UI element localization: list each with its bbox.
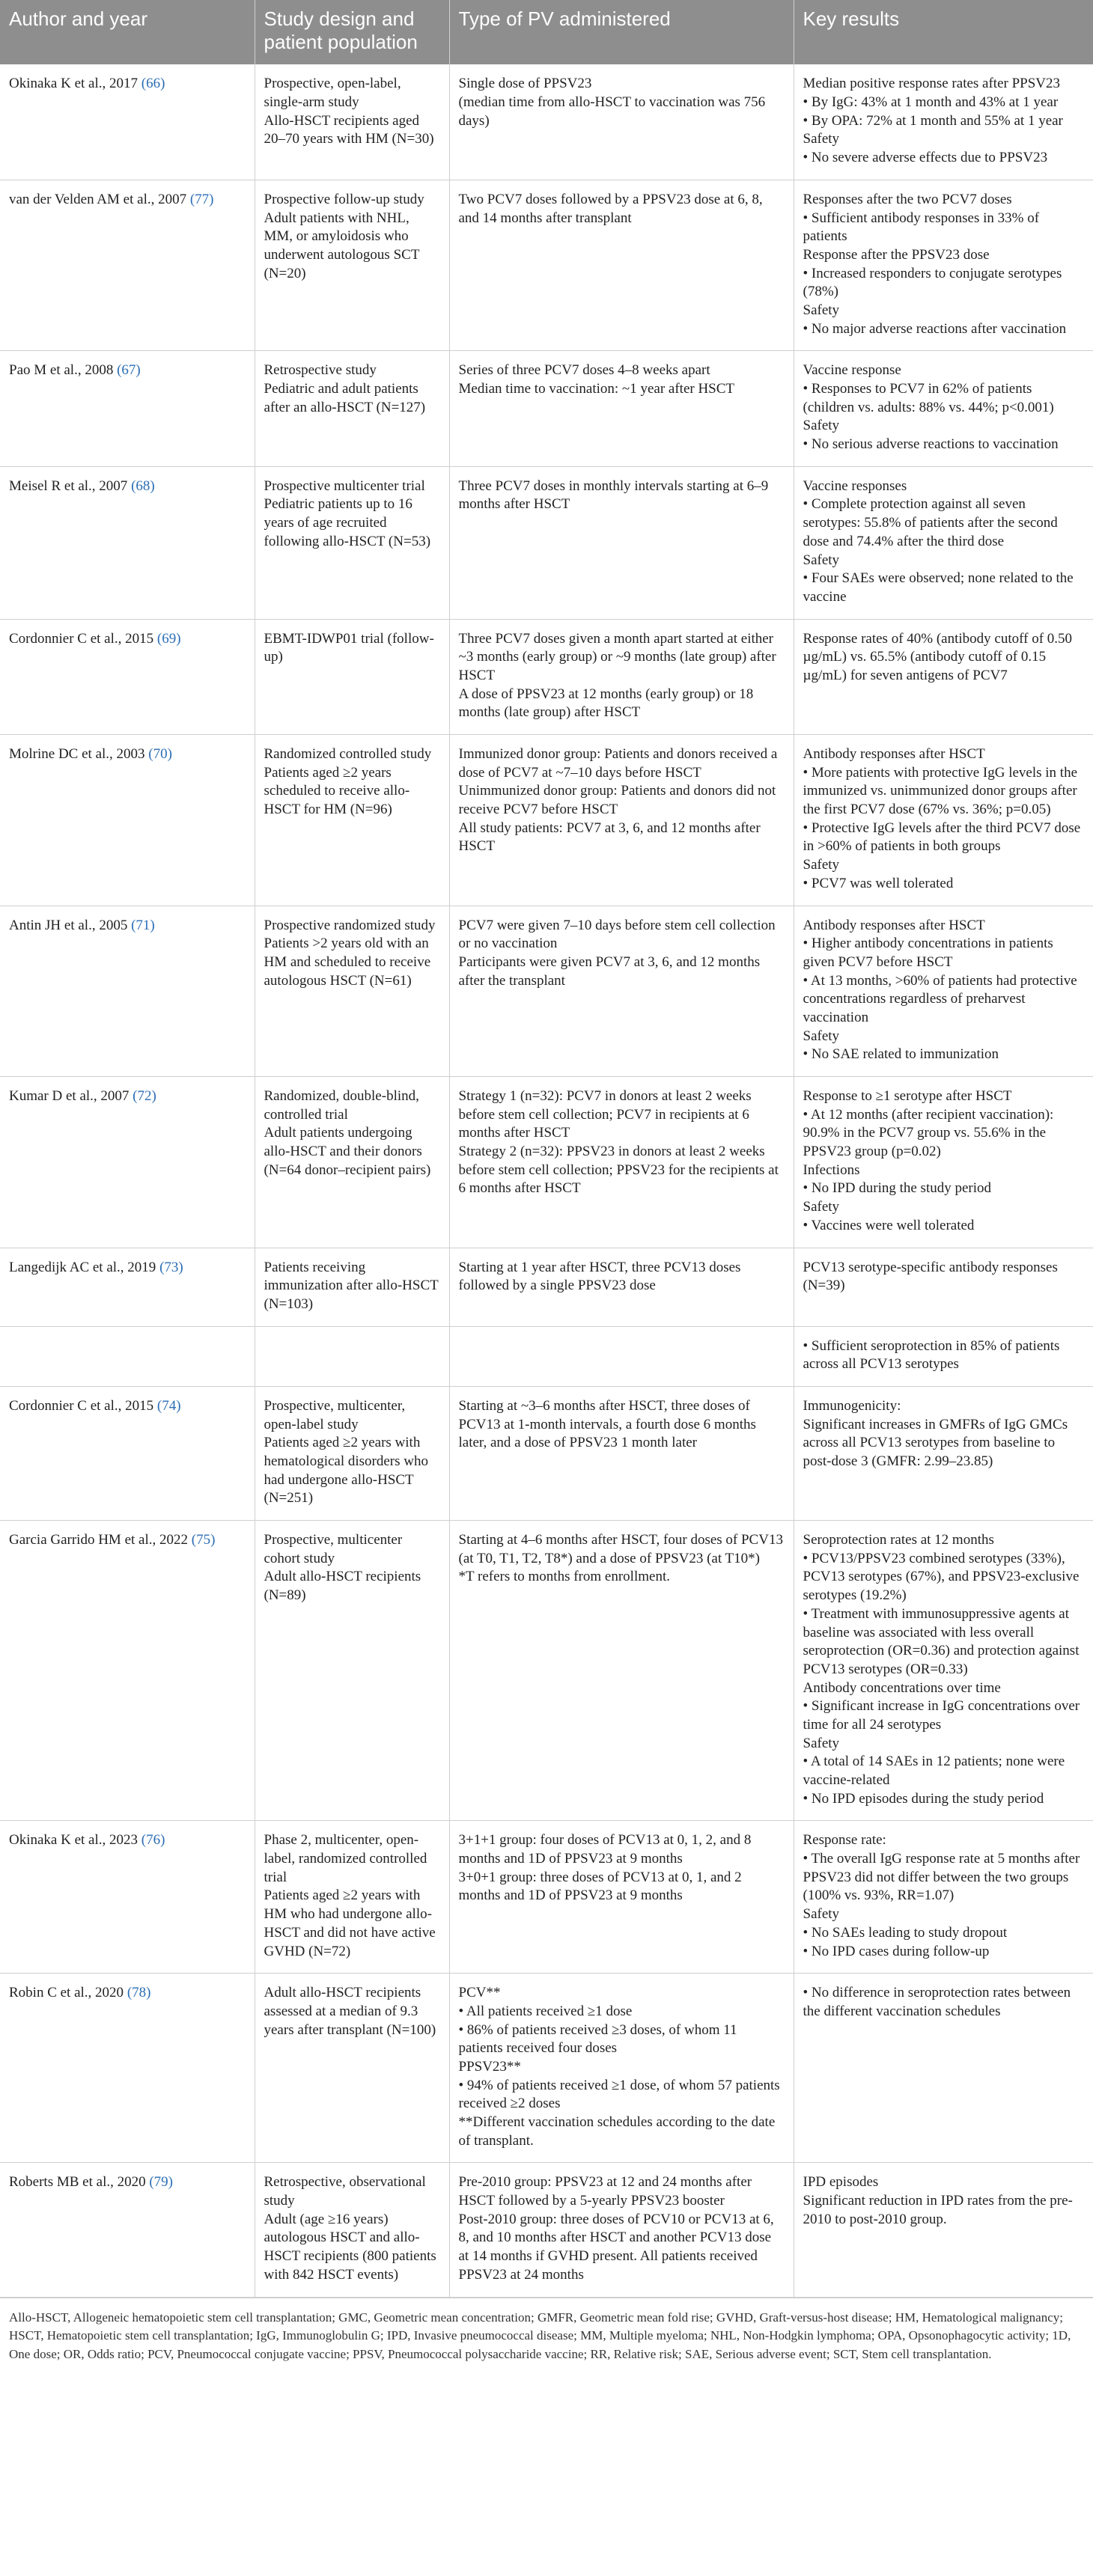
cell-design [255, 1386, 449, 1520]
design-line: Patients aged ≥2 years with hematological disorders who had undergone allo-HSCT (N=251) [264, 1435, 429, 1507]
author-text: van der Velden AM et al., 2007 [9, 191, 187, 207]
results-line: • At 13 months, >60% of patients had protective concentrations regardless of preharvest vaccination [803, 972, 1077, 1025]
pv-line: Three PCV7 doses in monthly intervals starting at 6–9 months after HSCT [458, 477, 769, 513]
cell-results [794, 619, 1093, 734]
pv-line: • 86% of patients received ≥3 doses, of whom 11 patients received four doses [458, 2021, 737, 2057]
design-line: Retrospective, observational study [264, 2174, 426, 2209]
reference-link[interactable]: (79) [149, 2174, 174, 2191]
reference-link[interactable]: (71) [131, 917, 155, 933]
cell-results [794, 1521, 1093, 1821]
cell-pv [449, 1248, 794, 1326]
table-row [0, 1248, 1093, 1326]
header-pv: Type of PV administered [449, 0, 794, 64]
pv-line: 3+1+1 group: four doses of PCV13 at 0, 1, 2, and 8 months and 1D of PPSV23 at 9 months [458, 1832, 752, 1867]
design-line: Pediatric patients up to 16 years of age recruited following allo-HSCT (N=53) [264, 496, 431, 549]
cell-results [794, 735, 1093, 906]
cell-author [0, 1521, 255, 1821]
results-line: Response rates of 40% (antibody cutoff of 0.50 µg/mL) vs. 65.5% (antibody cutoff of 0.15 µg/mL) for seven antigens of PCV7 [803, 630, 1073, 683]
table-row [0, 1326, 1093, 1386]
cell-author [0, 619, 255, 734]
table-row [0, 1077, 1093, 1248]
results-line: • No IPD during the study period [803, 1180, 992, 1197]
reference-link[interactable]: (66) [141, 76, 165, 92]
design-line: Adult allo-HSCT recipients (N=89) [264, 1569, 421, 1604]
results-line: • At 12 months (after recipient vaccination): 90.9% in the PCV7 group vs. 55.6% in the PPSV23 group (p=0.02) [803, 1106, 1054, 1160]
design-line: Patients aged ≥2 years scheduled to receive allo-HSCT for HM (N=96) [264, 764, 410, 818]
results-line: • Responses to PCV7 in 62% of patients (children vs. adults: 88% vs. 44%; p<0.001) [803, 381, 1054, 415]
reference-link[interactable]: (76) [141, 1832, 165, 1849]
author-text: Langedijk AC et al., 2019 [9, 1259, 156, 1275]
cell-pv [449, 1386, 794, 1520]
design-line: Phase 2, multicenter, open-label, randomized controlled trial [264, 1832, 427, 1885]
table-footnote: Allo-HSCT, Allogeneic hematopoietic stem cell transplantation; GMC, Geometric mean concentration; GMFR, Geometric mean fold rise; GVHD, Graft-versus-host disease; HM, Hematological malignancy; HSCT, Hematopoietic stem cell transplantation; IgG, Immunoglobulin G; IPD, Invasive pneumococcal disease; MM, Multiple myeloma; NHL, Non-Hodgkin lymphoma; OPA, Opsonophagocytic activity; 1D, One dose; OR, Odds ratio; PCV, Pneumococcal conjugate vaccine; PPSV, Pneumococcal polysaccharide vaccine; RR, Relative risk; SAE, Serious adverse event; SCT, Stem cell transplantation. [0, 2298, 1093, 2372]
author-text: Kumar D et al., 2007 [9, 1088, 130, 1104]
results-line: Median positive response rates after PPSV23 [803, 76, 1061, 92]
table-row [0, 735, 1093, 906]
table-row [0, 2163, 1093, 2297]
cell-results [794, 1326, 1093, 1386]
cell-author [0, 1248, 255, 1326]
results-line: Vaccine response [803, 362, 901, 379]
pv-line: Immunized donor group: Patients and donors received a dose of PCV7 at ~7–10 days before HSCT [458, 746, 778, 781]
cell-author [0, 180, 255, 351]
results-line: Immunogenicity: [803, 1397, 901, 1414]
results-line: • No IPD cases during follow-up [803, 1943, 990, 1959]
results-line: • Sufficient antibody responses in 33% of patients [803, 210, 1040, 245]
author-text: Molrine DC et al., 2003 [9, 746, 145, 762]
cell-pv [449, 2163, 794, 2297]
design-line: EBMT-IDWP01 trial (follow-up) [264, 630, 434, 665]
design-line: Prospective, multicenter, open-label study [264, 1397, 406, 1432]
author-text: Okinaka K et al., 2017 [9, 76, 138, 92]
results-line: • No major adverse reactions after vaccination [803, 320, 1067, 337]
results-line: • Higher antibody concentrations in patients given PCV7 before HSCT [803, 936, 1053, 970]
cell-results [794, 1077, 1093, 1248]
table-row [0, 180, 1093, 351]
table-header-row [0, 0, 1093, 64]
pv-line: **Different vaccination schedules according to the date of transplant. [458, 2114, 776, 2149]
reference-link[interactable]: (67) [117, 362, 141, 379]
cell-results [794, 1386, 1093, 1520]
cell-author [0, 2163, 255, 2297]
design-line: Allo-HSCT recipients aged 20–70 years with HM (N=30) [264, 112, 434, 147]
cell-results [794, 1974, 1093, 2163]
header-results: Key results [794, 0, 1093, 64]
author-text: Cordonnier C et al., 2015 [9, 1397, 154, 1414]
pv-line: Starting at ~3–6 months after HSCT, three doses of PCV13 at 1-month intervals, a fourth dose 6 months later, and a dose of PPSV23 1 month later [458, 1397, 756, 1451]
cell-pv [449, 1326, 794, 1386]
results-line: • No difference in seroprotection rates between the different vaccination schedules [803, 1985, 1071, 2019]
cell-design [255, 351, 449, 466]
pv-line: Starting at 1 year after HSCT, three PCV13 doses followed by a single PPSV23 dose [458, 1259, 741, 1294]
results-line: PCV13 serotype-specific antibody responses (N=39) [803, 1259, 1058, 1294]
results-line: Antibody concentrations over time [803, 1679, 1001, 1696]
cell-pv [449, 1821, 794, 1974]
cell-author [0, 1326, 255, 1386]
cell-design [255, 619, 449, 734]
cell-pv [449, 619, 794, 734]
results-line: Antibody responses after HSCT [803, 746, 985, 762]
design-line: Randomized controlled study [264, 746, 432, 762]
design-line: Prospective, open-label, single-arm study [264, 76, 401, 111]
design-line: Pediatric and adult patients after an allo-HSCT (N=127) [264, 381, 426, 415]
pv-line: • 94% of patients received ≥1 dose, of whom 57 patients received ≥2 doses [458, 2077, 780, 2112]
cell-author [0, 1077, 255, 1248]
table-row [0, 1821, 1093, 1974]
cell-author [0, 906, 255, 1077]
results-line: • Significant increase in IgG concentrations over time for all 24 serotypes [803, 1698, 1080, 1733]
table-row [0, 1386, 1093, 1520]
cell-design [255, 1974, 449, 2163]
cell-results [794, 1821, 1093, 1974]
cell-pv [449, 351, 794, 466]
pv-line: All study patients: PCV7 at 3, 6, and 12 months after HSCT [458, 820, 761, 855]
cell-author [0, 351, 255, 466]
pv-line: *T refers to months from enrollment. [458, 1569, 670, 1585]
pv-line: Strategy 1 (n=32): PCV7 in donors at least 2 weeks before stem cell collection; PCV7 in recipients at 6 months after HSCT [458, 1088, 752, 1141]
results-line: • PCV7 was well tolerated [803, 875, 954, 891]
cell-results [794, 64, 1093, 180]
results-line: • PCV13/PPSV23 combined serotypes (33%), PCV13 serotypes (67%), and PPSV23-exclusive serotypes (19.2%) [803, 1550, 1080, 1604]
author-text: Robin C et al., 2020 [9, 1985, 124, 2001]
results-line: Safety [803, 1906, 840, 1923]
cell-design [255, 1821, 449, 1974]
cell-design [255, 2163, 449, 2297]
results-line: Safety [803, 131, 840, 147]
results-line: Responses after the two PCV7 doses [803, 191, 1012, 207]
design-line: Retrospective study [264, 362, 377, 379]
results-line: • Four SAEs were observed; none related to the vaccine [803, 570, 1074, 605]
table-row [0, 619, 1093, 734]
pv-line: Series of three PCV7 doses 4–8 weeks apart [458, 362, 710, 379]
results-line: Significant increases in GMFRs of IgG GMCs across all PCV13 serotypes from baseline to post-dose 3 (GMFR: 2.99–23.85) [803, 1416, 1068, 1469]
cell-design [255, 180, 449, 351]
reference-link[interactable]: (75) [191, 1532, 216, 1548]
cell-design [255, 1077, 449, 1248]
results-line: Infections [803, 1162, 860, 1178]
pv-line: • All patients received ≥1 dose [458, 2003, 633, 2019]
table-row [0, 351, 1093, 466]
results-line: • A total of 14 SAEs in 12 patients; none were vaccine-related [803, 1754, 1065, 1788]
design-line: Adult patients with NHL, MM, or amyloidosis who underwent autologous SCT (N=20) [264, 210, 420, 281]
results-line: • By IgG: 43% at 1 month and 43% at 1 year [803, 94, 1059, 111]
results-line: • No serious adverse reactions to vaccination [803, 436, 1059, 453]
design-line: Patients receiving immunization after allo-HSCT (N=103) [264, 1259, 439, 1312]
cell-pv [449, 180, 794, 351]
design-line: Patients aged ≥2 years with HM who had undergone allo-HSCT and did not have active GVHD (N=72) [264, 1887, 436, 1959]
cell-author [0, 64, 255, 180]
table-row [0, 1974, 1093, 2163]
author-text: Antin JH et al., 2005 [9, 917, 128, 933]
pv-line: PPSV23** [458, 2058, 521, 2075]
design-line: Adult (age ≥16 years) autologous HSCT and allo-HSCT recipients (800 patients with 842 HSCT events) [264, 2211, 436, 2283]
author-text: Okinaka K et al., 2023 [9, 1832, 138, 1849]
pv-line: Pre-2010 group: PPSV23 at 12 and 24 months after HSCT followed by a 5-yearly PPSV23 booster [458, 2174, 752, 2209]
results-line: • No severe adverse effects due to PPSV23 [803, 150, 1048, 166]
author-text: Cordonnier C et al., 2015 [9, 630, 154, 647]
results-line: • No IPD episodes during the study period [803, 1790, 1044, 1807]
results-line: Safety [803, 302, 840, 318]
cell-pv [449, 906, 794, 1077]
results-line: • By OPA: 72% at 1 month and 55% at 1 year [803, 112, 1063, 129]
cell-results [794, 180, 1093, 351]
reference-link[interactable]: (68) [131, 477, 155, 494]
cell-design [255, 64, 449, 180]
results-line: Response to ≥1 serotype after HSCT [803, 1088, 1012, 1104]
pv-line: Starting at 4–6 months after HSCT, four doses of PCV13 (at T0, T1, T2, T8*) and a dose of PPSV23 (at T10*) [458, 1532, 783, 1566]
pv-line: A dose of PPSV23 at 12 months (early group) or 18 months (late group) after HSCT [458, 686, 754, 721]
results-line: Safety [803, 418, 840, 434]
results-line: • More patients with protective IgG levels in the immunized vs. unimmunized donor groups after the first PCV7 dose (67% vs. 36%; p=0.05) [803, 764, 1078, 818]
cell-results [794, 906, 1093, 1077]
results-line: Safety [803, 1028, 840, 1044]
results-line: • Protective IgG levels after the third PCV7 dose in >60% of patients in both groups [803, 820, 1081, 855]
design-line: Randomized, double-blind, controlled trial [264, 1088, 419, 1123]
table-row [0, 466, 1093, 619]
cell-design [255, 1248, 449, 1326]
cell-design [255, 1326, 449, 1386]
results-line: • No SAE related to immunization [803, 1046, 999, 1063]
results-line: • Complete protection against all seven serotypes: 55.8% of patients after the second dose and 74.4% after the third dose [803, 496, 1058, 549]
results-line: • The overall IgG response rate at 5 months after PPSV23 did not differ between the two groups (100% vs. 93%, RR=1.07) [803, 1851, 1080, 1904]
pv-line: PCV7 were given 7–10 days before stem cell collection or no vaccination [458, 917, 776, 952]
cell-pv [449, 466, 794, 619]
reference-link[interactable]: (74) [156, 1397, 181, 1414]
cell-author [0, 1974, 255, 2163]
cell-results [794, 466, 1093, 619]
results-line: Antibody responses after HSCT [803, 917, 985, 933]
cell-pv [449, 1974, 794, 2163]
cell-pv [449, 1077, 794, 1248]
results-line: • Treatment with immunosuppressive agents at baseline was associated with less overall seroprotection (OR=0.36) and protection against PCV13 serotypes (OR=0.33) [803, 1605, 1080, 1677]
results-line: • Vaccines were well tolerated [803, 1217, 975, 1233]
table-row [0, 906, 1093, 1077]
cell-results [794, 351, 1093, 466]
cell-pv [449, 735, 794, 906]
pv-line: Three PCV7 doses given a month apart started at either ~3 months (early group) or ~9 months (late group) after HSCT [458, 630, 776, 683]
cell-results [794, 1248, 1093, 1326]
cell-author [0, 1821, 255, 1974]
cell-author [0, 735, 255, 906]
pv-line: Participants were given PCV7 at 3, 6, and 12 months after the transplant [458, 953, 761, 989]
design-line: Patients >2 years old with an HM and scheduled to receive autologous HSCT (N=61) [264, 936, 431, 989]
reference-link[interactable]: (70) [148, 746, 172, 762]
results-line: • Sufficient seroprotection in 85% of patients across all PCV13 serotypes [803, 1337, 1060, 1373]
cell-author [0, 466, 255, 619]
results-line: Safety [803, 1735, 840, 1751]
pv-line: Unimmunized donor group: Patients and donors did not receive PCV7 before HSCT [458, 783, 776, 818]
pv-line: 3+0+1 group: three doses of PCV13 at 0, 1, and 2 months and 1D of PPSV23 at 9 months [458, 1869, 742, 1904]
pv-line: Post-2010 group: three doses of PCV10 or PCV13 at 6, 8, and 10 months after HSCT and another PCV13 dose at 14 months if GVHD present. All patients received PPSV23 at 24 months [458, 2211, 774, 2283]
design-line: Adult patients undergoing allo-HSCT and their donors (N=64 donor–recipient pairs) [264, 1125, 431, 1178]
cell-results [794, 2163, 1093, 2297]
results-line: • No SAEs leading to study dropout [803, 1924, 1008, 1941]
design-line: Adult allo-HSCT recipients assessed at a median of 9.3 years after transplant (N=100) [264, 1985, 436, 2038]
results-line: Seroprotection rates at 12 months [803, 1532, 994, 1548]
results-line: Vaccine responses [803, 477, 907, 494]
results-line: Response rate: [803, 1832, 886, 1849]
reference-link[interactable]: (77) [189, 191, 214, 207]
cell-pv [449, 1521, 794, 1821]
cell-pv [449, 64, 794, 180]
pv-line: Single dose of PPSV23 [458, 76, 592, 92]
cell-author [0, 1386, 255, 1520]
cell-design [255, 906, 449, 1077]
results-line: Safety [803, 552, 840, 568]
author-text: Meisel R et al., 2007 [9, 477, 128, 494]
results-line: Safety [803, 1199, 840, 1215]
results-line: • Increased responders to conjugate serotypes (78%) [803, 265, 1062, 300]
results-line: Safety [803, 857, 840, 873]
table-row [0, 1521, 1093, 1821]
cell-design [255, 1521, 449, 1821]
results-line: Significant reduction in IPD rates from the pre-2010 to post-2010 group. [803, 2193, 1073, 2227]
design-line: Prospective randomized study [264, 917, 436, 933]
cell-design [255, 735, 449, 906]
cell-design [255, 466, 449, 619]
author-text: Pao M et al., 2008 [9, 362, 114, 379]
design-line: Prospective follow-up study [264, 191, 424, 207]
design-line: Prospective multicenter trial [264, 477, 425, 494]
pv-line: Strategy 2 (n=32): PPSV23 in donors at least 2 weeks before stem cell collection; PPSV23 for the recipients at 6 months after HSCT [458, 1144, 779, 1197]
table-body [0, 64, 1093, 2297]
reference-link[interactable]: (69) [156, 630, 181, 647]
pv-line: Median time to vaccination: ~1 year after HSCT [458, 381, 735, 397]
header-design: Study design and patient population [255, 0, 449, 64]
design-line: Prospective, multicenter cohort study [264, 1532, 403, 1566]
author-text: Garcia Garrido HM et al., 2022 [9, 1532, 189, 1548]
header-author: Author and year [0, 0, 255, 64]
pv-line: PCV** [458, 1985, 501, 2001]
results-line: Response after the PPSV23 dose [803, 246, 990, 263]
table-row [0, 64, 1093, 180]
reference-link[interactable]: (78) [127, 1985, 151, 2001]
reference-link[interactable]: (72) [133, 1088, 156, 1104]
reference-link[interactable]: (73) [159, 1259, 183, 1275]
pv-line: (median time from allo-HSCT to vaccination was 756 days) [458, 94, 766, 129]
pv-line: Two PCV7 doses followed by a PPSV23 dose at 6, 8, and 14 months after transplant [458, 191, 763, 226]
author-text: Roberts MB et al., 2020 [9, 2174, 146, 2191]
results-line: IPD episodes [803, 2174, 879, 2191]
